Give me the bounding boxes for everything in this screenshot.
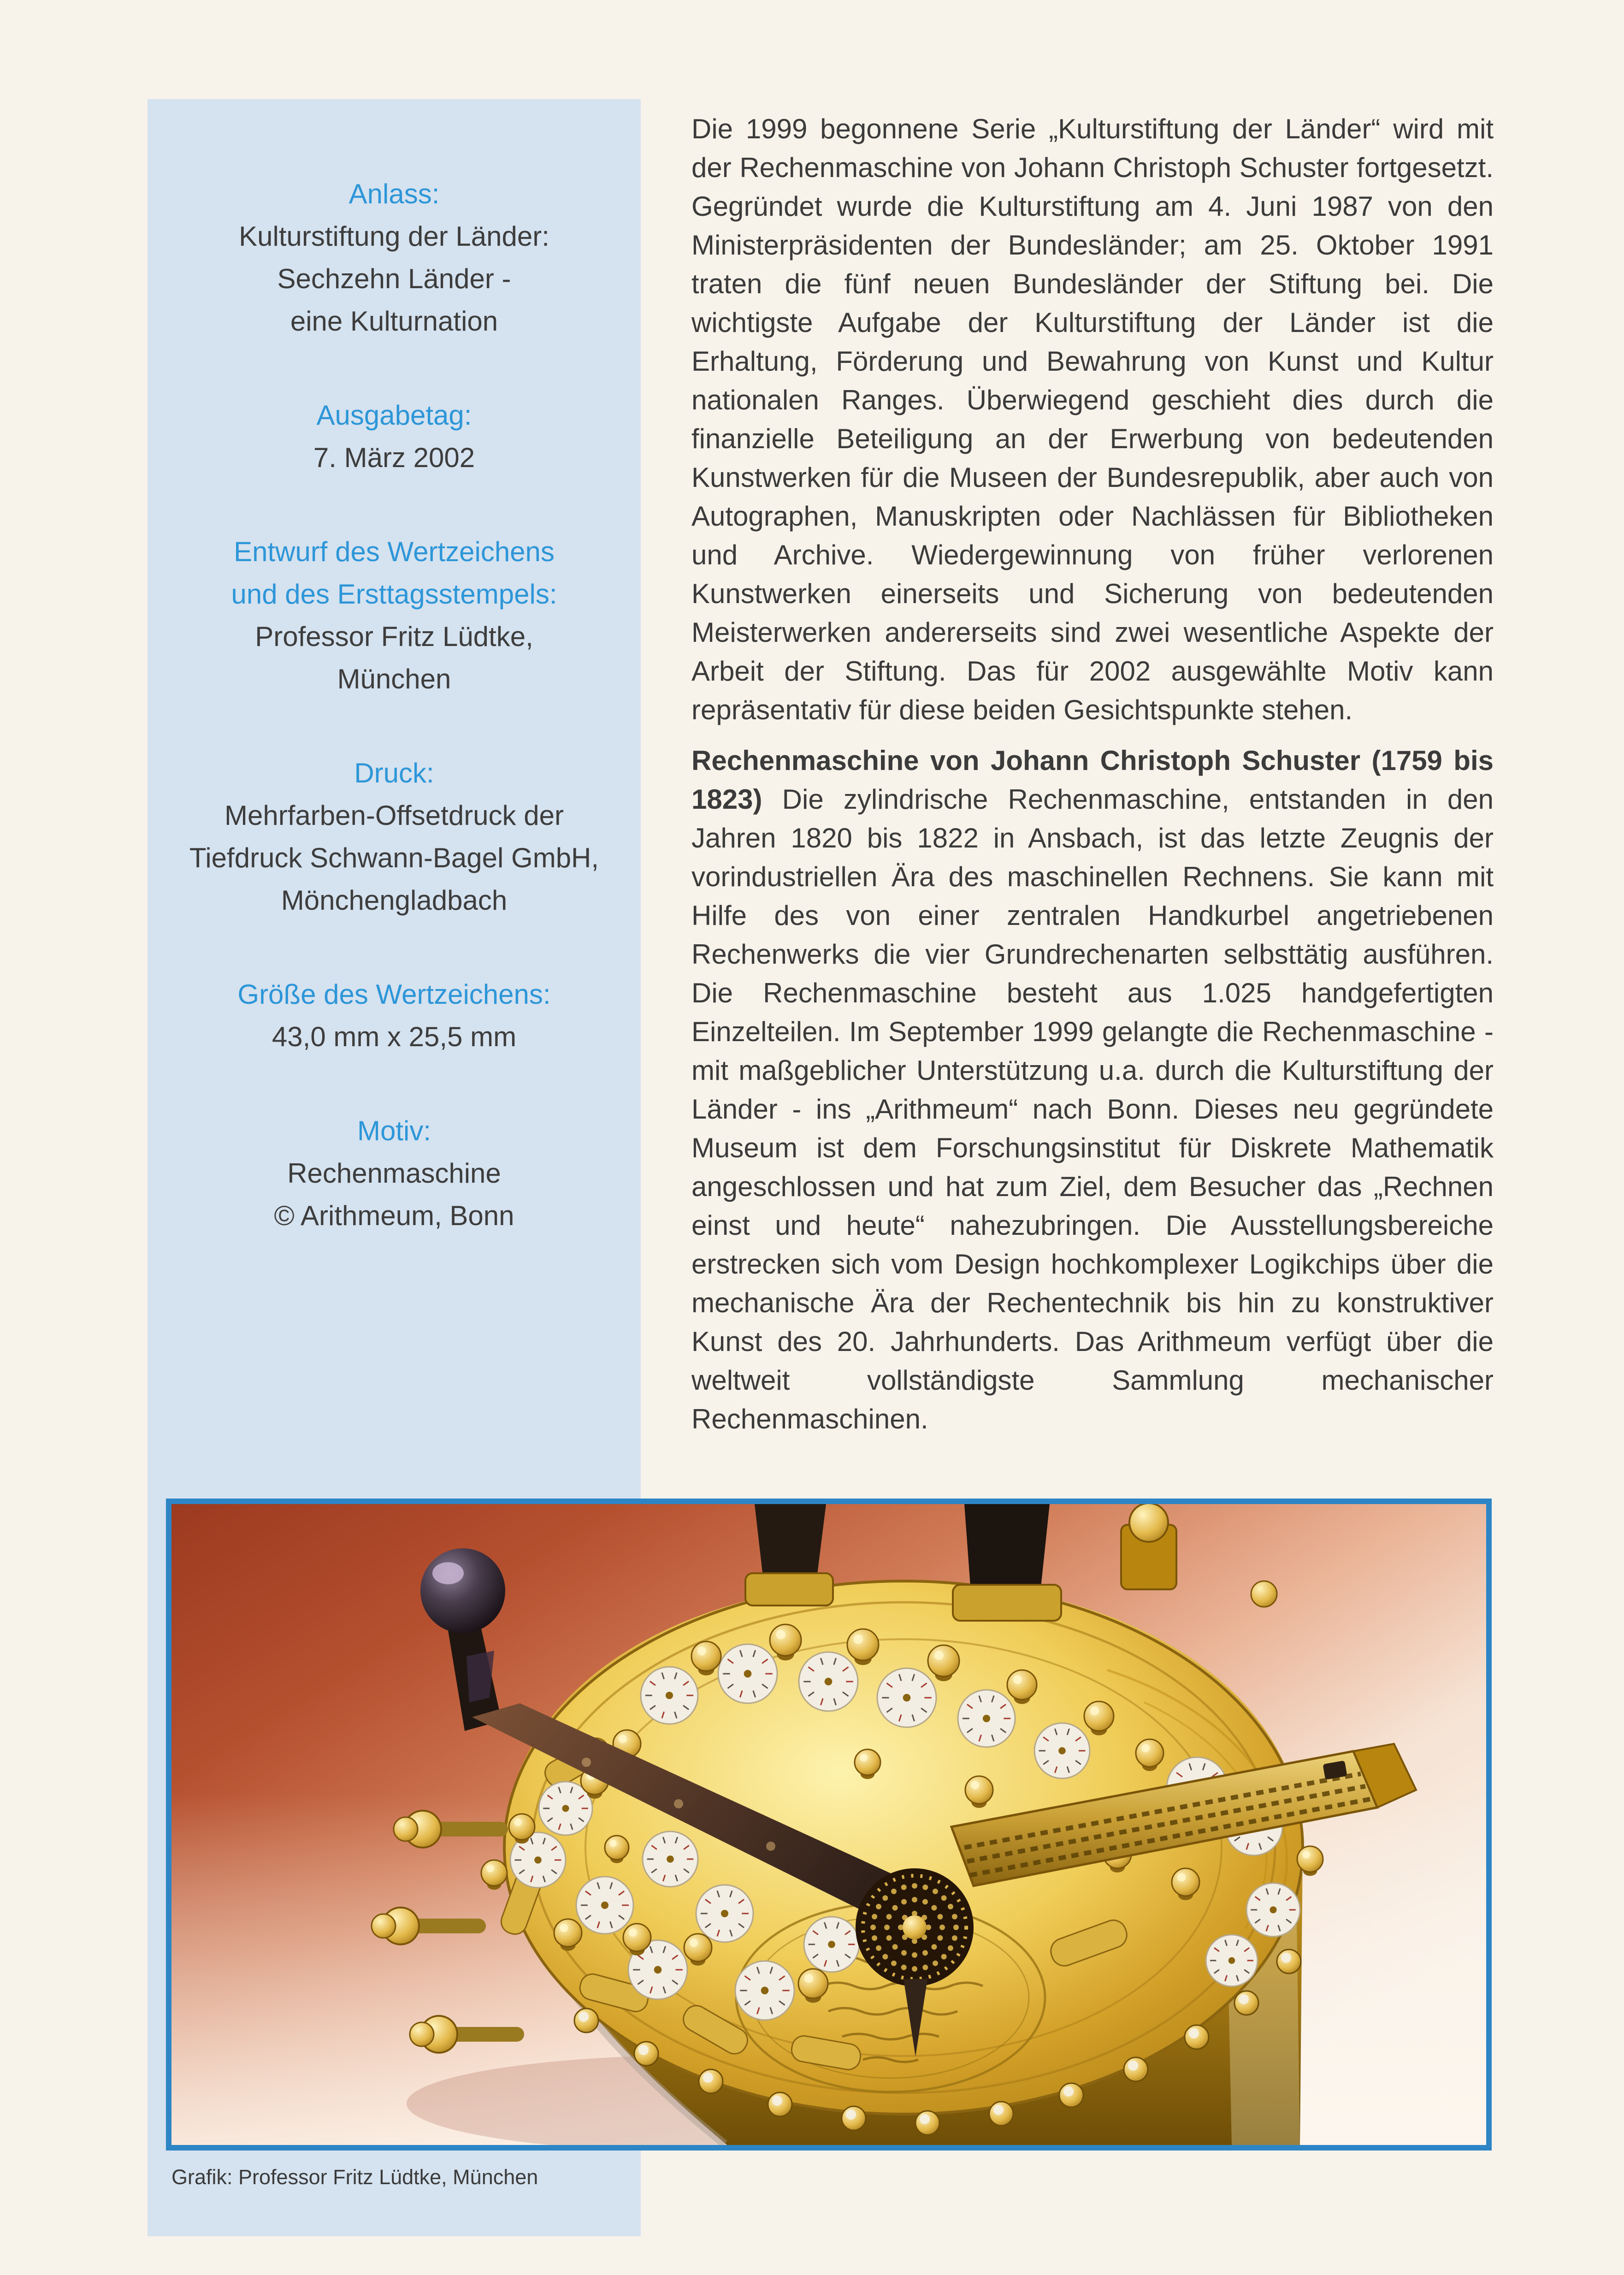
calculating-machine-illustration — [171, 1504, 1486, 2145]
number-dial — [641, 1667, 698, 1724]
number-dial — [958, 1690, 1015, 1747]
rim-stud — [1234, 1991, 1258, 2015]
sidebar-heading-line: Entwurf des Wertzeichens — [234, 536, 555, 567]
sidebar-text-line: Professor Fritz Lüdtke, — [255, 621, 533, 652]
number-dial — [643, 1831, 698, 1887]
sidebar-heading-line: und des Ersttagsstempels: — [231, 579, 557, 610]
paragraph-machine-text: Die zylindrische Rechenmaschine, entstanden in den Jahren 1820 bis 1822 in Ansbach, ist das letzte Zeugnis der vorindustriellen Ära des maschinellen Rechnens. Sie kann mit Hilfe des von einer zentralen Handkurbel angetriebenen Rechenwerks die vier Grundrechenarten selbsttätig ausführen. Die Rechenmaschine besteht aus 1.025 handgefertigten Einzelteilen. Im September 1999 gelangte die Rechenmaschine - mit maßgeblicher Unterstützung u.a. durch die Kulturstiftung der Länder - ins „Arithmeum“ nach Bonn. Dieses neu gegründete Museum ist dem Forschungsinstitut für Diskrete Mathematik angeschlossen und hat zum Ziel, dem Besucher das „Rechnen einst und heute“ nahezubringen. Die Ausstellungsbereiche erstrecken sich vom Design hochkomplexer Logikchips über die mechanische Ära der Rechentechnik bis hin zu konstruktiver Kunst des 20. Jahrhunderts. Das Arithmeum verfügt über die weltweit vollständigste Sammlung mechanischer Rechenmaschinen. — [691, 784, 1494, 1434]
rim-stud — [1059, 2083, 1083, 2107]
sidebar-text-line: eine Kulturnation — [290, 306, 498, 337]
sidebar-block — [148, 173, 641, 343]
rim-stud — [768, 2092, 792, 2116]
number-dial — [718, 1644, 777, 1703]
article-text — [691, 110, 1494, 1439]
rim-stud — [1124, 2057, 1148, 2081]
sidebar-text-line: Mönchengladbach — [281, 885, 508, 916]
sidebar-text-line: Tiefdruck Schwann-Bagel GmbH, — [189, 842, 599, 873]
sidebar-heading-line: Motiv: — [357, 1115, 431, 1146]
sidebar-text-line: Kulturstiftung der Länder: — [239, 221, 549, 252]
rim-stud — [634, 2042, 658, 2066]
number-dial — [799, 1652, 858, 1711]
sidebar-heading-line: Größe des Wertzeichens: — [237, 979, 551, 1010]
sidebar-block — [148, 531, 641, 700]
sidebar-text-line: Sechzehn Länder - — [277, 263, 511, 294]
paragraph-machine — [691, 741, 1494, 1439]
sidebar-heading-line: Druck: — [354, 758, 434, 788]
number-dial — [1034, 1723, 1090, 1778]
rim-stud — [1277, 1949, 1301, 1973]
number-dial — [735, 1961, 794, 2020]
number-dial — [696, 1885, 753, 1942]
sidebar-block — [148, 973, 641, 1058]
sidebar-text-line: München — [337, 664, 451, 694]
sidebar-text-line: 43,0 mm x 25,5 mm — [272, 1021, 517, 1052]
photo-credit: Grafik: Professor Fritz Lüdtke, München — [171, 2165, 538, 2189]
rim-stud — [915, 2111, 939, 2135]
sidebar-block — [148, 752, 641, 922]
rim-stud — [989, 2102, 1013, 2126]
sidebar-heading-line: Ausgabetag: — [316, 400, 472, 431]
sidebar-text-line: Rechenmaschine — [287, 1158, 501, 1189]
sidebar-text-line: © Arithmeum, Bonn — [274, 1200, 514, 1231]
rim-stud — [842, 2106, 866, 2130]
sidebar-heading-line: Anlass: — [348, 178, 440, 209]
rim-stud — [699, 2069, 723, 2093]
number-dial — [804, 1917, 859, 1972]
sidebar-text-line: 7. März 2002 — [313, 442, 475, 473]
paragraph-machine-lead: Rechenmaschine von Johann Christoph Schuster (1759 bis 1823) — [691, 745, 1494, 815]
machine-photo-figure — [166, 1499, 1492, 2151]
number-dial — [1206, 1935, 1258, 1986]
number-dial — [576, 1877, 633, 1934]
sidebar-text-line: Mehrfarben-Offsetdruck der — [224, 800, 564, 831]
sidebar-block — [148, 394, 641, 479]
rim-stud — [1185, 2025, 1209, 2049]
paragraph-intro: Die 1999 begonnene Serie „Kulturstiftung der Länder“ wird mit der Rechenmaschine von Johann Christoph Schuster fortgesetzt. Gegründet wurde die Kulturstiftung am 4. Juni 1987 von den Ministerpräsidenten der Bundesländer; am 25. Oktober 1991 traten die fünf neuen Bundesländer der Stiftung bei. Die wichtigste Aufgabe der Kulturstiftung der Länder ist die Erhaltung, Förderung und Bewahrung von Kunst und Kultur nationalen Ranges. Überwiegend geschieht dies durch die finanzielle Beteiligung an der Erwerbung von bedeutenden Kunstwerken für die Museen der Bundesrepublik, aber auch von Autographen, Manuskripten oder Nachlässen für Bibliotheken und Archive. Wiedergewinnung von früher verlorenen Kunstwerken einerseits und Sicherung von bedeutenden Meisterwerken andererseits sind zwei wesentliche Aspekte der Arbeit der Stiftung. Das für 2002 ausgewählte Motiv kann repräsentativ für diese beiden Gesichtspunkte stehen. — [691, 113, 1494, 725]
number-dial — [1246, 1883, 1300, 1937]
sidebar-block — [148, 1110, 641, 1237]
number-dial — [877, 1668, 936, 1727]
rim-stud — [574, 2008, 598, 2032]
